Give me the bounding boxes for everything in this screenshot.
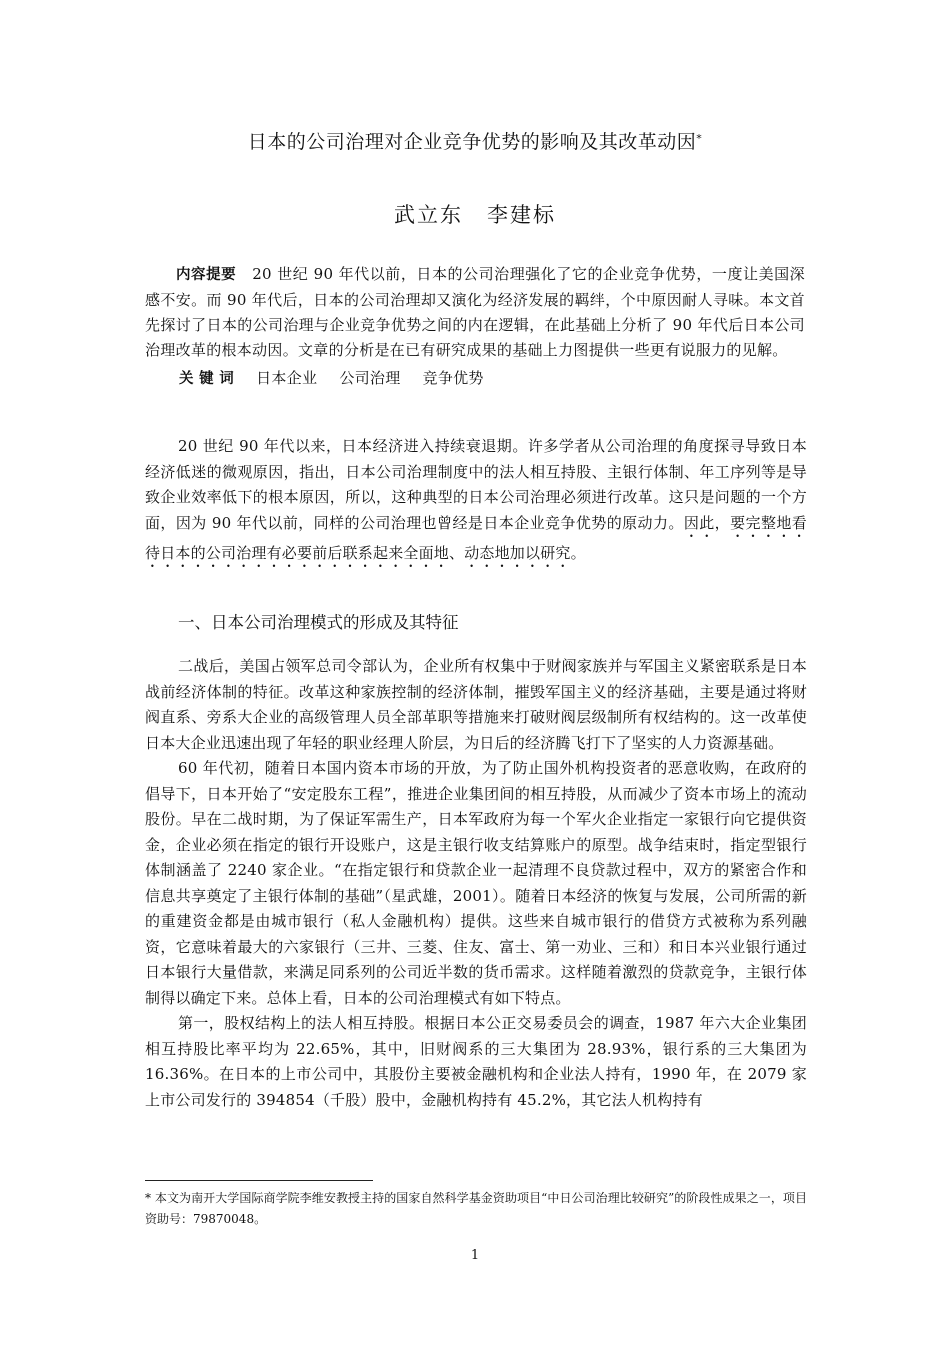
title-footnote-marker[interactable]: * — [696, 132, 703, 145]
page-number: 1 — [470, 1248, 480, 1263]
author-name: 李建标 — [487, 203, 556, 227]
keyword: 竞争优势 — [422, 369, 484, 387]
abstract-paragraph — [145, 262, 805, 363]
footnote-divider — [145, 1180, 373, 1181]
keywords-line — [145, 366, 805, 392]
body-paragraph: 二战后，美国占领军总司令部认为，企业所有权集中于财阀家族并与军国主义紧密联系是日本战前经济体制的特征。改革这种家族控制的经济体制，摧毁军国主义的经济基础，主要是通过将财阀直系、旁系大企业的高级管理人员全部革职等措施来打破财阀层级制所有权结构的。这一改革使日本大企业迅速出现了年轻的职业经理人阶层，为日后的经济腾飞打下了坚实的人力资源基础。 — [145, 657, 807, 752]
intro-paragraph — [145, 434, 807, 571]
section-body — [145, 654, 807, 1113]
intro-section — [145, 434, 807, 571]
body-paragraph: 60 年代初，随着日本国内资本市场的开放，为了防止国外机构投资者的恶意收购，在政府的倡导下，日本开始了“安定股东工程”，推进企业集团间的相互持股，从而减少了资本市场上的流动股份。早在二战时期，为了保证军需生产，日本军政府为每一个军火企业指定一家银行向它提供资金，企业必须在指定的银行开设账户，这是主银行收支结算账户的原型。战争结束时，指定型银行体制涵盖了 2240 家企业。“在指定银行和贷款企业一起清理不良贷款过程中，双方的紧密合作和信息共享奠定了主银行体制的基础”（星武雄，2001）。随着日本经济的恢复与发展，公司所需的新的重建资金都是由城市银行（私人金融机构）提供。这些来自城市银行的借贷方式被称为系列融资，它意味着最大的六家银行（三井、三菱、住友、富士、第一劝业、三和）和日本兴业银行通过日本银行大量借款，来满足同系列的公司近半数的货币需求。这样随着激烈的贷款竞争，主银行体制得以确定下来。总体上看，日本的公司治理模式有如下特点。 — [145, 759, 807, 1007]
body-paragraph: 第一，股权结构上的法人相互持股。根据日本公正交易委员会的调查，1987 年六大企业集团相互持股比率平均为 22.65%，其中，旧财阀系的三大集团为 28.93%，银行系的三大集团为 16.36%。在日本的上市公司中，其股份主要被金融机构和企业法人持有，1990 年，在 2079 家上市公司发行的 394854（千股）股中，金融机构持有 45.2%，其它法人机构持有 — [145, 1014, 807, 1109]
intro-emphasis-text: 因此，要完整地看待日本的公司治理有必要前后联系起来全面地、动态地加以研究。 — [145, 513, 807, 562]
paper-title-text: 日本的公司治理对企业竞争优势的影响及其改革动因 — [247, 131, 697, 153]
footnote: * 本文为南开大学国际商学院李维安教授主持的国家自然科学基金资助项目“中日公司治理比较研究”的阶段性成果之一，项目资助号：79870048。 — [145, 1191, 807, 1226]
keyword: 公司治理 — [339, 369, 401, 387]
abstract-block — [145, 262, 805, 392]
author-list — [0, 200, 950, 230]
author-name: 武立东 — [394, 203, 463, 227]
keywords-label: 关 键 词 — [179, 371, 235, 387]
section-heading: 一、日本公司治理模式的形成及其特征 — [178, 613, 459, 632]
paper-title — [0, 128, 950, 156]
abstract-label: 内容提要 — [176, 267, 237, 283]
keyword: 日本企业 — [256, 369, 318, 387]
abstract-text: 20 世纪 90 年代以前，日本的公司治理强化了它的企业竞争优势，一度让美国深感不安。而 90 年代后，日本的公司治理却又演化为经济发展的羁绊，个中原因耐人寻味。本文首先探讨了日本的公司治理与企业竞争优势之间的内在逻辑，在此基础上分析了 90 年代后日本公司治理改革的根本动因。文章的分析是在已有研究成果的基础上力图提供一些更有说服力的见解。 — [145, 265, 805, 359]
intro-text: 20 世纪 90 年代以来，日本经济进入持续衰退期。许多学者从公司治理的角度探寻导致日本经济低迷的微观原因，指出，日本公司治理制度中的法人相互持股、主银行体制、年工序列等是导致企业效率低下的根本原因，所以，这种典型的日本公司治理必须进行改革。这只是问题的一个方面，因为 90 年代以前，同样的公司治理也曾经是日本企业竞争优势的原动力。 — [145, 437, 807, 532]
